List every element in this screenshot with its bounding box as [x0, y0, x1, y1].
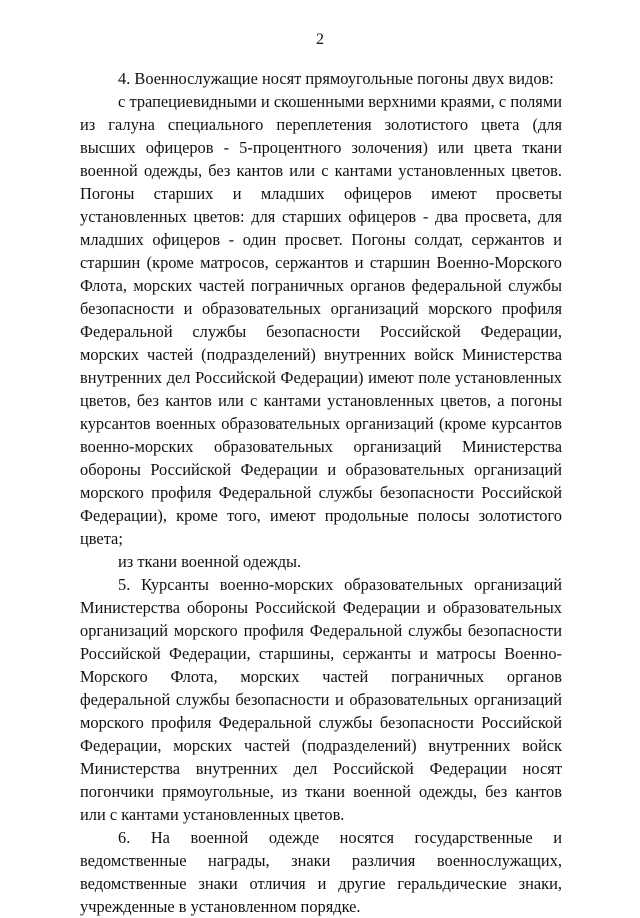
- document-body: [80, 67, 562, 918]
- paragraph-4-type-1: с трапециевидными и скошенными верхними краями, с полями из галуна специального переплетения золотистого цвета (для высших офицеров - 5-процентного золочения) или цвета ткани военной одежды, без кантов или с кантами установленных цветов. Погоны старших и младших офицеров имеют просветы установленных цветов: для старших офицеров - два просвета, для младших офицеров - один просвет. Погоны солдат, сержантов и старшин (кроме матросов, сержантов и старшин Военно-Морского Флота, морских частей пограничных органов федеральной службы безопасности и образовательных организаций морского профиля Федеральной службы безопасности Российской Федерации, морских частей (подразделений) внутренних войск Министерства внутренних дел Российской Федерации) имеют поле установленных цветов, без кантов или с кантами установленных цветов, а погоны курсантов военных образовательных организаций (кроме курсантов военно-морских образовательных организаций Министерства обороны Российской Федерации и образовательных организаций морского профиля Федеральной службы безопасности Российской Федерации), кроме того, имеют продольные полосы золотистого цвета;: [80, 92, 562, 548]
- paragraph-4-intro: 4. Военнослужащие носят прямоугольные погоны двух видов:: [118, 69, 554, 88]
- paragraph-5: 5. Курсанты военно-морских образовательных организаций Министерства обороны Российской Федерации и образовательных организаций морского профиля Федеральной службы безопасности Российской Федерации, старшины, сержанты и матросы Военно-Морского Флота, морских частей пограничных органов федеральной службы безопасности и образовательных организаций морского профиля Федеральной службы безопасности Российской Федерации, морских частей (подразделений) внутренних войск Министерства внутренних дел Российской Федерации носят погончики прямоугольные, из ткани военной одежды, без кантов или с кантами установленных цветов.: [80, 575, 562, 824]
- paragraph-6: 6. На военной одежде носятся государственные и ведомственные награды, знаки различия военнослужащих, ведомственные знаки отличия и другие геральдические знаки, учрежденные в установленном порядке.: [80, 828, 562, 916]
- paragraph-4-type-2: из ткани военной одежды.: [118, 552, 302, 571]
- page-number: 2: [316, 31, 324, 48]
